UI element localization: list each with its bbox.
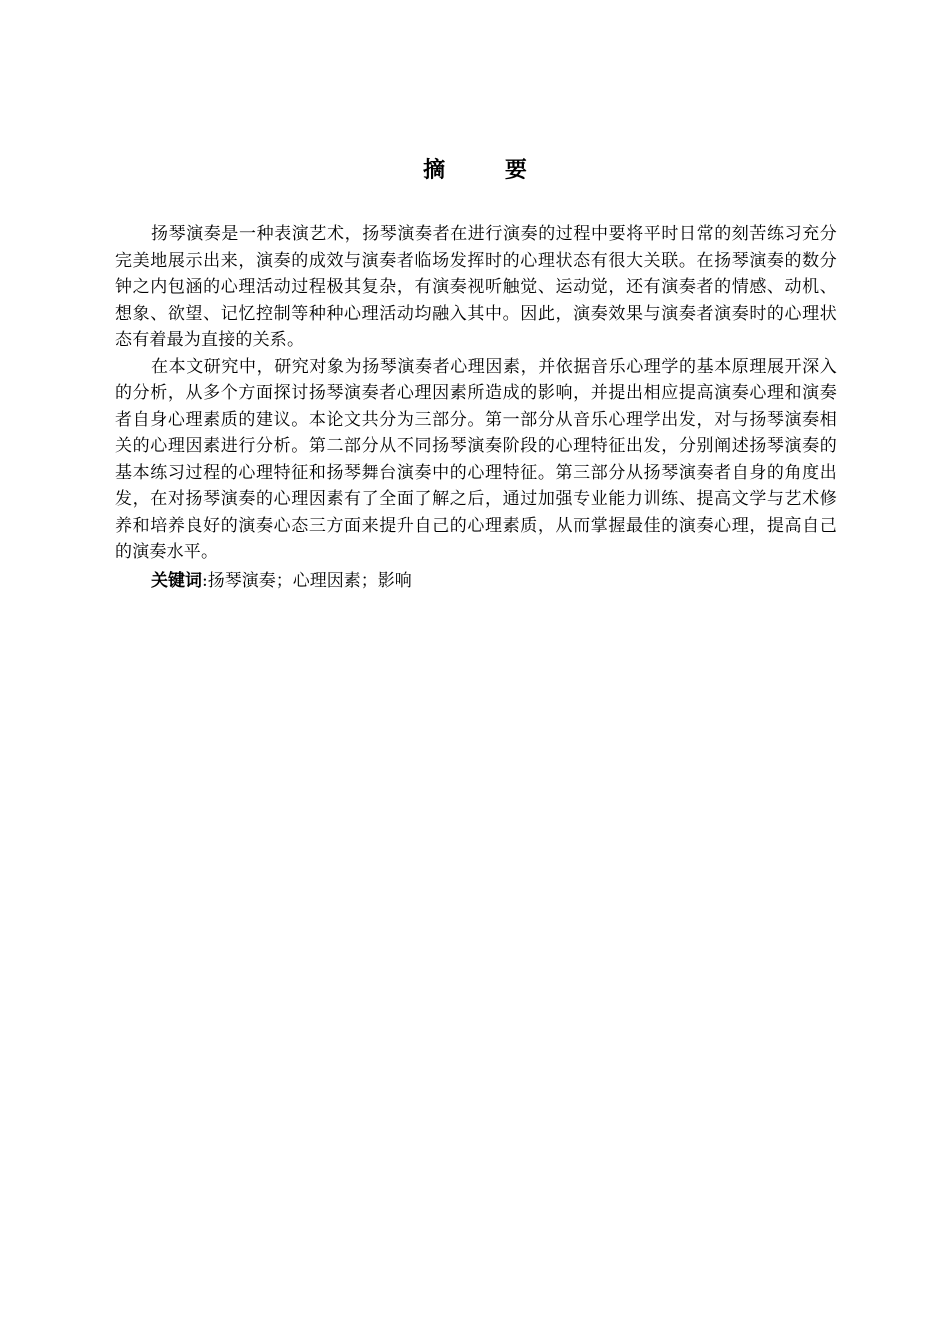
abstract-body (115, 221, 837, 566)
keywords-label: 关键词 (151, 571, 202, 591)
abstract-title: 摘 要 (423, 158, 553, 183)
abstract-paragraph-1: 扬琴演奏是一种表演艺术，扬琴演奏者在进行演奏的过程中要将平时日常的刻苦练习充分完美地展示出来，演奏的成效与演奏者临场发挥时的心理状态有很大关联。在扬琴演奏的数分钟之内包涵的心理活动过程极其复杂，有演奏视听触觉、运动觉，还有演奏者的情感、动机、想象、欲望、记忆控制等种种心理活动均融入其中。因此，演奏效果与演奏者演奏时的心理状态有着最为直接的关系。 (115, 224, 837, 350)
abstract-paragraph-2: 在本文研究中，研究对象为扬琴演奏者心理因素，并依据音乐心理学的基本原理展开深入的分析，从多个方面探讨扬琴演奏者心理因素所造成的影响，并提出相应提高演奏心理和演奏者自身心理素质的建议。本论文共分为三部分。第一部分从音乐心理学出发，对与扬琴演奏相关的心理因素进行分析。第二部分从不同扬琴演奏阶段的心理特征出发，分别阐述扬琴演奏的基本练习过程的心理特征和扬琴舞台演奏中的心理特征。第三部分从扬琴演奏者自身的角度出发，在对扬琴演奏的心理因素有了全面了解之后，通过加强专业能力训练、提高文学与艺术修养和培养良好的演奏心态三方面来提升自己的心理素质，从而掌握最佳的演奏心理，提高自己的演奏水平。 (115, 356, 837, 562)
keywords-line (151, 568, 837, 594)
keywords-value: 扬琴演奏；心理因素；影响 (207, 571, 412, 591)
keywords-separator: : (202, 571, 208, 591)
